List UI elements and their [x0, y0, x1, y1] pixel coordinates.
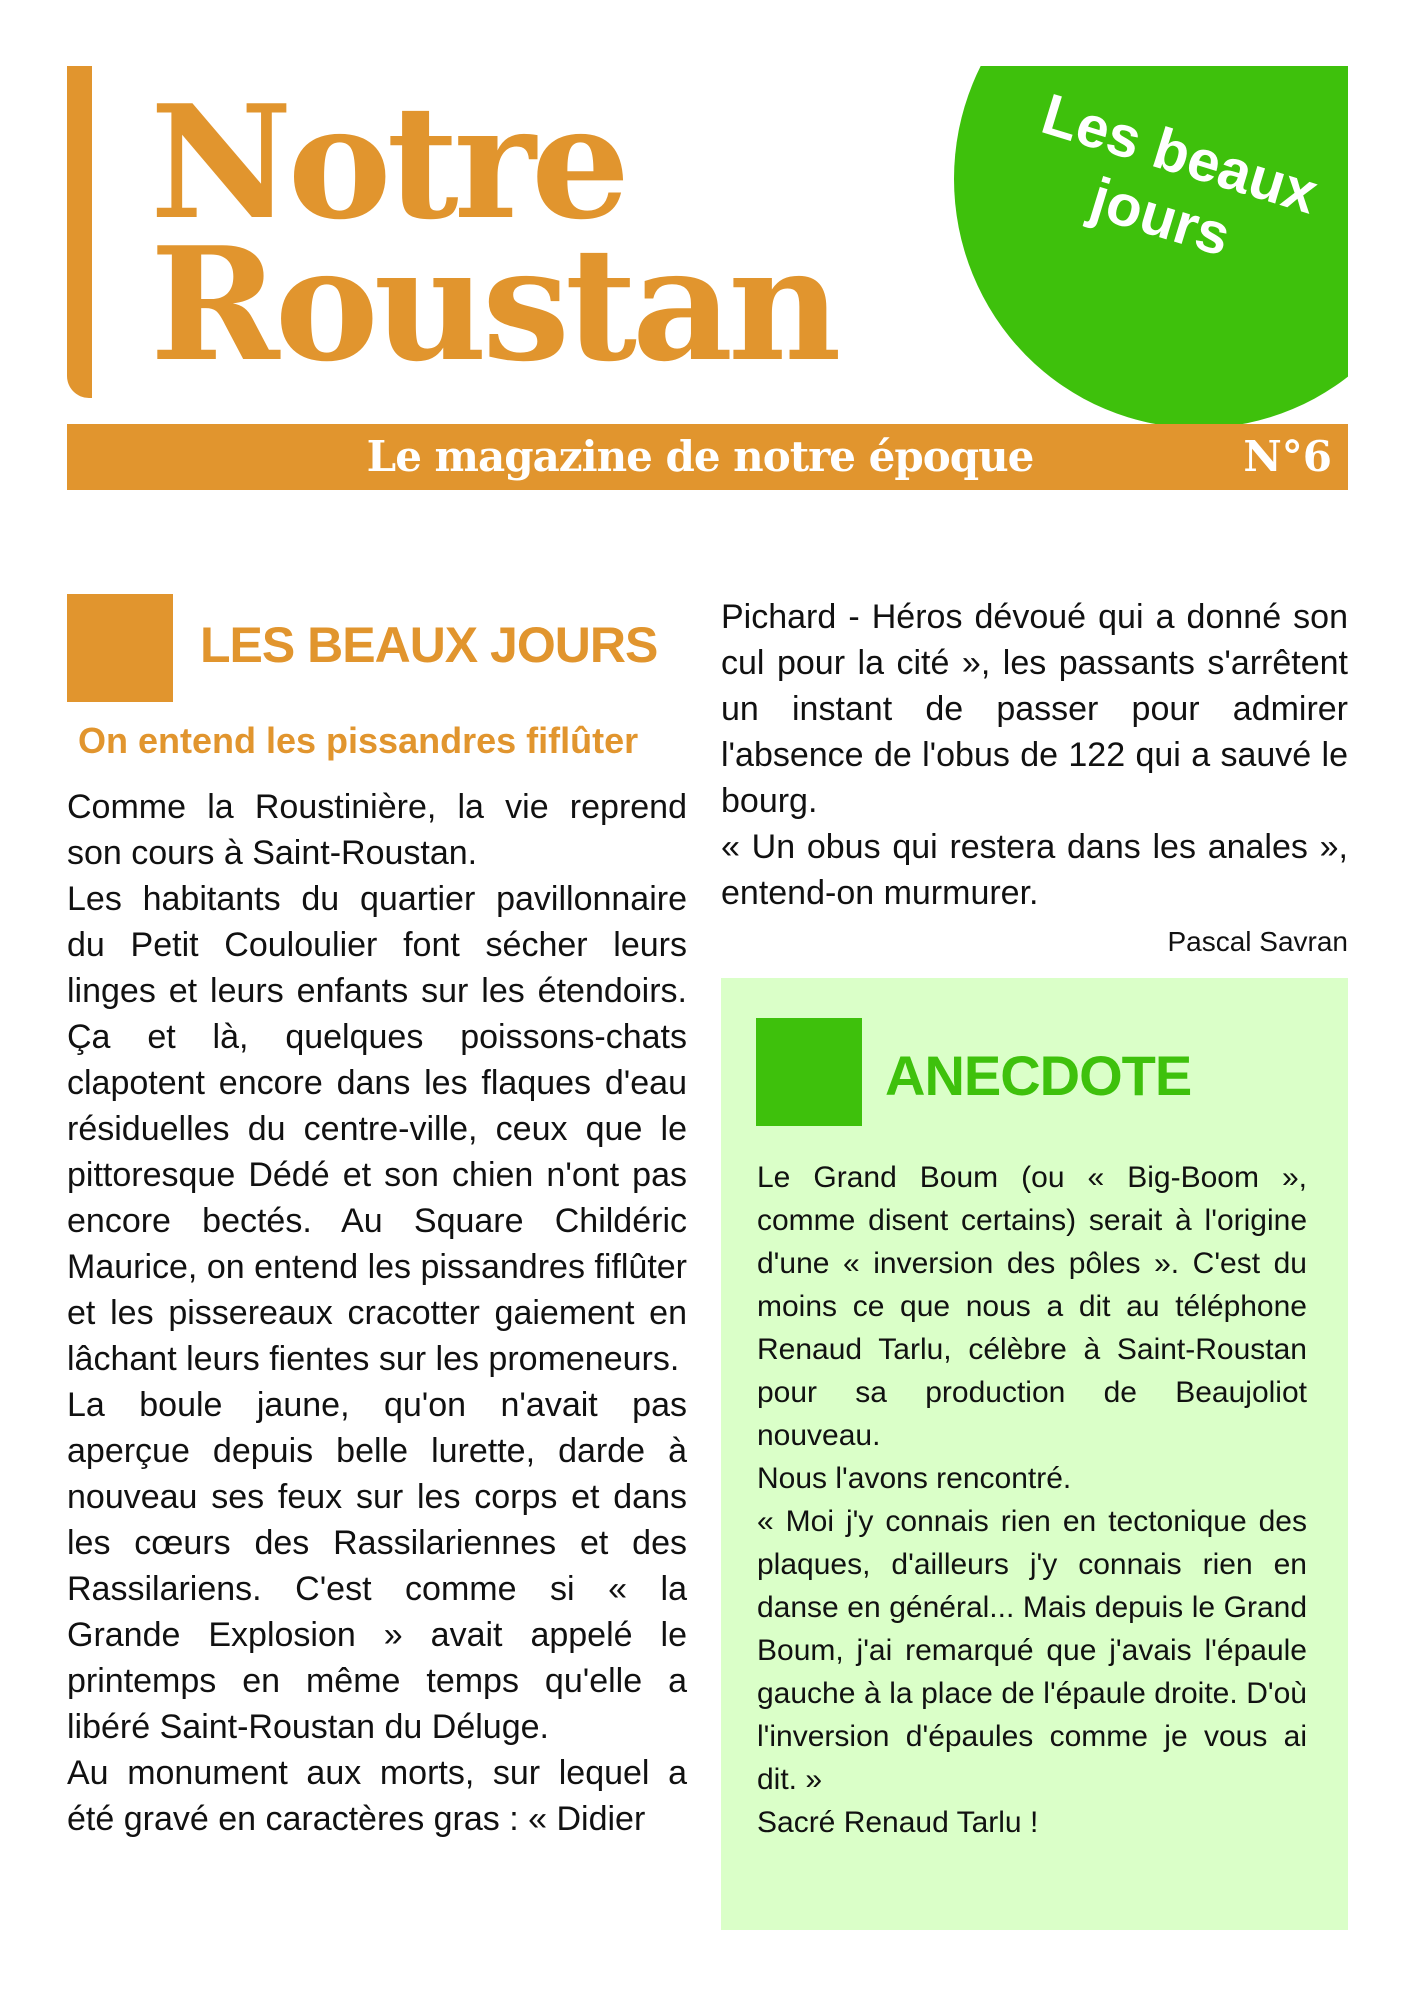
badge-text: Les beaux jours: [1034, 81, 1325, 269]
anecdote-paragraph: Le Grand Boum (ou « Big-Boom », comme disent certains) serait à l'origine d'une « inversion des pôles ». C'est du moins ce que nous a dit au téléphone Renaud Tarlu, célèbre à Saint-Roustan pour sa production de Beaujoliot nouveau.: [757, 1161, 1307, 1452]
anecdote-paragraph: Sacré Renaud Tarlu !: [757, 1806, 1039, 1839]
anecdote-heading: ANECDOTE: [885, 1044, 1192, 1107]
magazine-subtitle: Le magazine de notre époque: [366, 432, 1034, 481]
anecdote-paragraph: Nous l'avons rencontré.: [757, 1462, 1072, 1495]
anecdote-body: [757, 1156, 1307, 1844]
article-paragraph: « Un obus qui restera dans les anales », entend-on murmurer.: [721, 828, 1348, 912]
article-paragraph: La boule jaune, qu'on n'avait pas aperçue depuis belle lurette, darde à nouveau ses feux sur les corps et dans les cœurs des Rassilariennes et des Rassilariens. C'est comme si « la Grande Explosion » avait appelé le printemps en même temps qu'elle a libéré Saint-Roustan du Déluge.: [67, 1386, 687, 1746]
article-subheading: On entend les pissandres fiflûter: [78, 720, 639, 761]
article-column-left: [67, 784, 687, 1842]
article-paragraph: Pichard - Héros dévoué qui a donné son cul pour la cité », les passants s'arrêtent un instant de passer pour admirer l'absence de l'obus de 122 qui a sauvé le bourg.: [721, 598, 1348, 820]
anecdote-paragraph: « Moi j'y connais rien en tectonique des plaques, d'ailleurs j'y connais rien en danse en général... Mais depuis le Grand Boum, j'ai remarqué que j'avais l'épaule gauche à la place de l'épaule droite. D'où l'inversion d'épaules comme je vous ai dit. »: [757, 1505, 1307, 1796]
article-paragraph: Les habitants du quartier pavillonnaire du Petit Couloulier font sécher leurs linges et leurs enfants sur les étendoirs. Ça et là, quelques poissons-chats clapotent encore dans les flaques d'eau résiduelles du centre-ville, ceux que le pittoresque Dédé et son chien n'ont pas encore bectés. Au Square Childéric Maurice, on entend les pissandres fiflûter et les pissereaux cracotter gaiement en lâchant leurs fientes sur les promeneurs.: [67, 880, 687, 1378]
anecdote-heading-square: [756, 1018, 862, 1126]
masthead-accent-bar: [67, 66, 92, 398]
article-column-right: [721, 594, 1348, 964]
magazine-title: Notre Roustan: [150, 71, 837, 396]
article-paragraph: Comme la Roustinière, la vie reprend son cours à Saint-Roustan.: [67, 788, 687, 872]
article-heading: LES BEAUX JOURS: [200, 617, 658, 673]
issue-number: N°6: [1243, 432, 1332, 481]
article-heading-square: [67, 594, 173, 702]
article-paragraph: Au monument aux morts, sur lequel a été gravé en caractères gras : « Didier: [67, 1754, 687, 1838]
article-author: Pascal Savran: [1167, 926, 1348, 957]
